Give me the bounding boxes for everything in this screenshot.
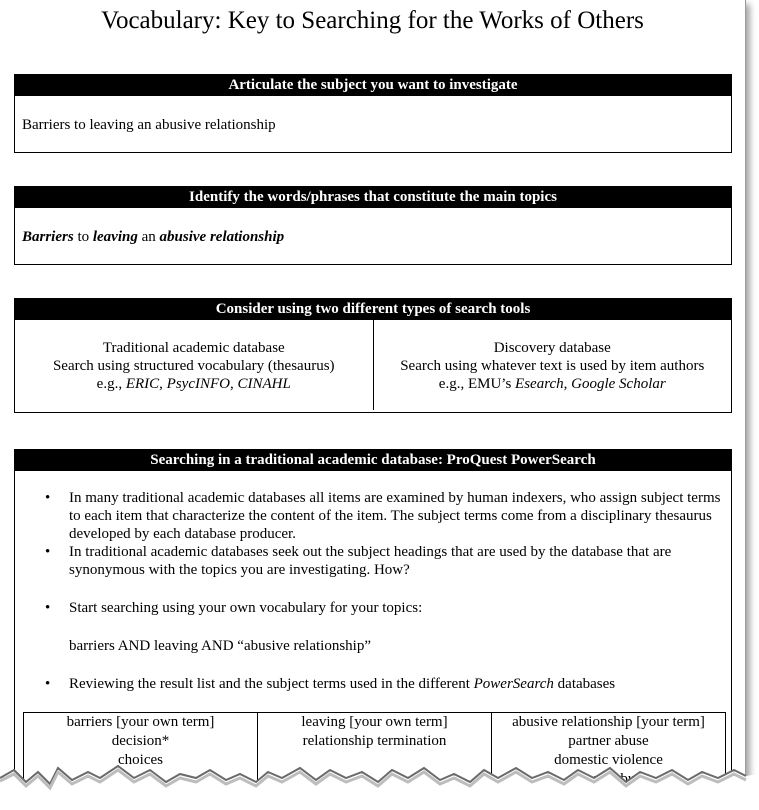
traditional-database-title: Traditional academic database — [102, 340, 285, 356]
proquest-bullets-a — [15, 489, 731, 579]
term-line: barriers [your own term] — [66, 714, 215, 730]
term-line: decision* — [111, 733, 170, 749]
main-topics-header: Identify the words/phrases that constitute the main topics — [15, 187, 731, 208]
proquest-bullets-c — [15, 675, 731, 693]
sep: , — [159, 376, 167, 392]
db-eric: ERIC — [125, 376, 160, 392]
term-line: relationship termination — [302, 733, 447, 749]
main-topics-text — [15, 208, 731, 262]
discovery-database-desc: Search using whatever text is used by item authors — [400, 358, 705, 374]
review-text-post: databases — [553, 676, 616, 692]
bullet-subject-headings: • In traditional academic databases seek out the subject headings that are used by the database that are synonymous with the topics you are investigating. How? — [15, 543, 731, 579]
bullet-review-results — [15, 675, 731, 693]
sep: , — [563, 376, 572, 392]
torn-edge — [0, 748, 759, 810]
articulate-subject-header: Articulate the subject you want to investigate — [15, 75, 731, 96]
main-topics-box — [14, 186, 732, 265]
review-text-pre: Reviewing the result list and the subject terms used in the different — [69, 676, 474, 692]
traditional-database-desc: Search using structured vocabulary (thesaurus) — [52, 358, 335, 374]
term-line: leaving [your own term] — [301, 714, 448, 730]
topic-leaving: leaving — [92, 229, 138, 245]
traditional-database-examples — [15, 375, 373, 393]
powersearch-label: PowerSearch — [473, 676, 554, 692]
term-line: partner abuse — [568, 733, 649, 749]
search-tools-box — [14, 298, 732, 413]
term-line: choices — [118, 752, 163, 768]
bullet-own-vocabulary: • Start searching using your own vocabulary for your topics: — [15, 599, 731, 617]
page-title: Vocabulary: Key to Searching for the Works of Others — [101, 7, 644, 34]
discovery-database-title: Discovery database — [493, 340, 611, 356]
topic-connector-to: to — [73, 229, 93, 245]
discovery-database-column — [373, 320, 732, 410]
proquest-bullets-b — [15, 599, 731, 617]
eg-label: e.g., — [96, 376, 126, 392]
db-google-scholar: Google Scholar — [571, 376, 666, 392]
topic-connector-an: an — [137, 229, 160, 245]
term-line: abusive relationship [your term] — [512, 714, 705, 730]
traditional-database-column — [15, 320, 373, 410]
articulate-subject-text: Barriers to leaving an abusive relationship — [22, 117, 276, 133]
topic-barriers: Barriers — [22, 229, 74, 245]
term-line: domestic violence — [554, 752, 663, 768]
db-psycinfo: PsycINFO — [166, 376, 230, 392]
discovery-database-examples — [374, 375, 732, 393]
search-query: barriers AND leaving AND “abusive relationship” — [69, 638, 371, 654]
db-esearch: Esearch — [515, 376, 564, 392]
proquest-header: Searching in a traditional academic database: ProQuest PowerSearch — [15, 450, 731, 471]
articulate-subject-box — [14, 74, 732, 153]
topic-abusive-relationship: abusive relationship — [159, 229, 285, 245]
search-tools-header: Consider using two different types of search tools — [15, 299, 731, 320]
sep: , — [229, 376, 238, 392]
db-cinahl: CINAHL — [237, 376, 291, 392]
eg-label: e.g., EMU’s — [438, 376, 516, 392]
bullet-indexers: • In many traditional academic databases all items are examined by human indexers, who assign subject terms to each item that characterize the content of the item. The subject terms come from a disciplinary thesaurus developed by each database producer. — [15, 489, 731, 543]
proquest-box — [14, 449, 732, 790]
